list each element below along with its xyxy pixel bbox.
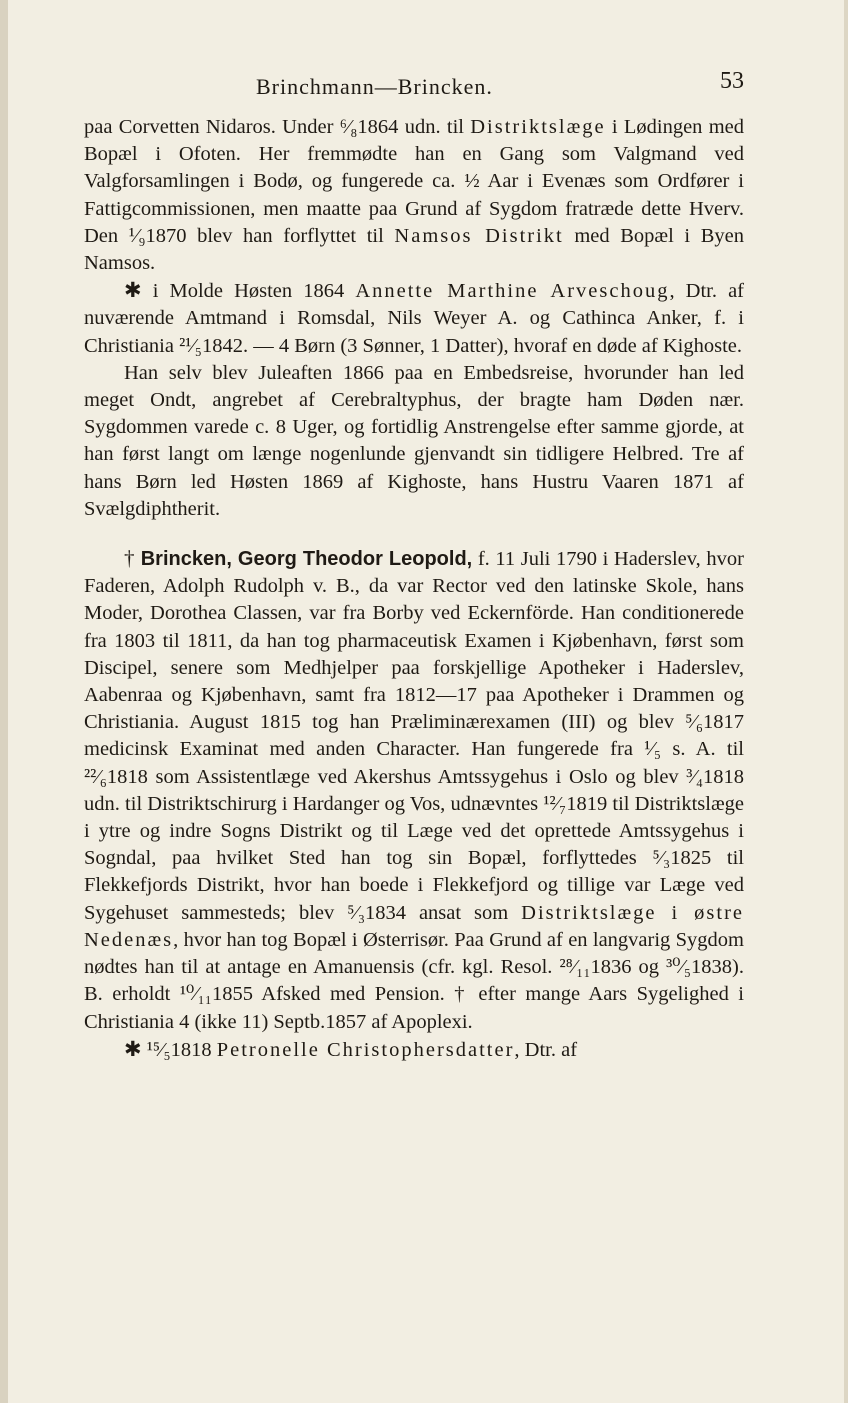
text-run: 1819 til Distriktslæge i ytre og indre Sogns Distrikt og til Læge ved det oprettede Amtssygehus i Sogndal, paa hvilket Sted han tog sin Bopæl, forflyttedes <box>84 792 744 870</box>
body-text <box>84 114 744 1064</box>
text-run: 1818 udn. til Distriktschirurg i Hardanger og Vos, udnævntes <box>84 765 744 815</box>
text-run: 1838). B. erholdt <box>84 956 744 1006</box>
date-fraction: ⁶⁄₈ <box>339 116 358 138</box>
entry-brincken-biography <box>84 545 744 1036</box>
text-run: paa Corvetten Nidaros. Under <box>84 116 340 138</box>
date-fraction: ⁵⁄₆ <box>685 711 703 734</box>
text-run: 1855 Afsked med Pension. † efter mange Aars Sygelighed i Christiania 4 (ikke 11) Septb.1857 af Apoplexi. <box>84 983 745 1033</box>
page-header <box>84 68 744 104</box>
text-run: med Bopæl i Byen Namsos. <box>84 224 744 275</box>
fraction: ½ <box>464 170 480 193</box>
page-number: 53 <box>720 68 744 94</box>
date-fraction: ⁵⁄₃ <box>347 901 365 924</box>
spaced-term: Namsos Distrikt <box>394 224 564 247</box>
entry-name-heading: Brincken, Georg Theodor Leopold, <box>140 548 473 571</box>
entry-separator <box>84 523 744 545</box>
running-head: Brinchmann—Brincken. <box>256 74 493 99</box>
date-fraction: ²²⁄₆ <box>84 765 107 788</box>
text-run: 1818 som Assistentlæge ved Akershus Amtssygehus i Oslo og blev <box>106 765 687 788</box>
text-run: Aar i Evenæs som Ordfører i Fattigcommissionen, men maatte paa Grund af Sygdom fratræde dette Hverv. Den <box>84 170 744 247</box>
entry-brinchmann-illness: Han selv blev Juleaften 1866 paa en Embedsreise, hvorunder han led meget Ondt, angrebet af Cerebraltyphus, der bragte ham Døden nær. Sygdommen varede c. 8 Uger, og fortidlig Anstrengelse efter samme gjorde, at han først langt om længe nogenlunde gjenvandt sin tidligere Helbred. Tre af hans Børn led Høsten 1869 af Kighoste, hans Hustru Vaaren 1871 af Svælgdiphtherit. <box>84 361 744 520</box>
text-run: 1818 <box>170 1038 217 1061</box>
text-run: 1842. — 4 Børn (3 Sønner, 1 Datter), hvoraf en døde af Kighoste. <box>201 334 742 357</box>
text-run: 1834 ansat som <box>364 901 522 924</box>
date-fraction: ²⁸⁄₁₁ <box>559 956 591 979</box>
date-fraction: ³⁄₄ <box>686 765 703 788</box>
text-run: i Molde Høsten 1864 <box>141 280 356 303</box>
text-run: , Dtr. af nuværende Amtmand i Romsdal, Nils Weyer A. og Cathinca Anker, f. i Christiania <box>84 280 745 357</box>
entry-brinchmann-marriage <box>84 277 744 360</box>
date-fraction: ¹⁰⁄₁₁ <box>179 983 212 1006</box>
spouse-name: Petronelle Christophersdatter <box>216 1038 515 1061</box>
text-run: 1870 blev han forflyttet til <box>145 224 395 247</box>
death-symbol: † <box>124 546 141 571</box>
entry-brincken-marriage <box>84 1036 744 1064</box>
text-run: 1817 medicinsk Examinat med anden Character. Han fungerede fra <box>84 711 744 761</box>
text-run: f. 11 Juli 1790 i Haderslev, hvor Faderen, Adolph Rudolph v. B., da var Rector ved den latinske Skole, hans Moder, Dorothea Classen, var fra Borby ved Eckernförde. Han conditionerede fra 1803 til 1811, da han tog pharmaceutisk Examen i Kjøbenhavn, først som Discipel, senere som Medhjelper paa forskjellige Apotheker i Haderslev, Aabenraa og Kjøbenhavn, samt fra 1812—17 paa Apotheker i Drammen og Christiania. August 1815 tog han Præliminærexamen (III) og blev <box>84 548 744 734</box>
text-run: 1836 og <box>590 956 667 979</box>
date-fraction: ⁵⁄₃ <box>652 847 671 870</box>
page-right-edge <box>844 0 848 1403</box>
spouse-name: Annette Marthine Arveschoug <box>355 280 670 303</box>
date-fraction: ¹⁵⁄₅ <box>146 1038 171 1061</box>
text-run: s. A. til <box>661 738 744 761</box>
date-fraction: ²¹⁄₅ <box>179 334 202 357</box>
date-fraction: ¹⁄₉ <box>128 224 146 247</box>
date-fraction: ¹⁄₅ <box>644 738 661 761</box>
spaced-term: Distriktslæge i østre Nedenæs <box>84 901 744 951</box>
marriage-symbol: ✱ <box>124 278 142 303</box>
entry-brinchmann-career <box>84 114 744 277</box>
text-run: , hvor han tog Bopæl i Østerrisør. Paa Grund af en langvarig Sygdom nødtes han til at antage en Amanuensis (cfr. kgl. Resol. <box>84 928 744 979</box>
date-fraction: ¹²⁄₇ <box>543 792 567 815</box>
date-fraction: ³⁰⁄₅ <box>666 956 692 979</box>
text-run: , Dtr. af <box>514 1038 578 1061</box>
text-run: i Lødingen med Bopæl i Ofoten. Her fremmødte han en Gang som Valgmand ved Valgforsamlingen i Bodø, og fungerede ca. <box>84 116 745 193</box>
text-run: 1864 udn. til <box>357 116 471 138</box>
marriage-symbol: ✱ <box>124 1036 142 1061</box>
page-left-edge <box>0 0 8 1403</box>
spaced-term: Distriktslæge <box>470 116 606 138</box>
text-run: 1825 til Flekkefjords Distrikt, hvor han boede i Flekkefjord og tillige var Læge ved Sygehuset sammesteds; blev <box>84 847 744 924</box>
